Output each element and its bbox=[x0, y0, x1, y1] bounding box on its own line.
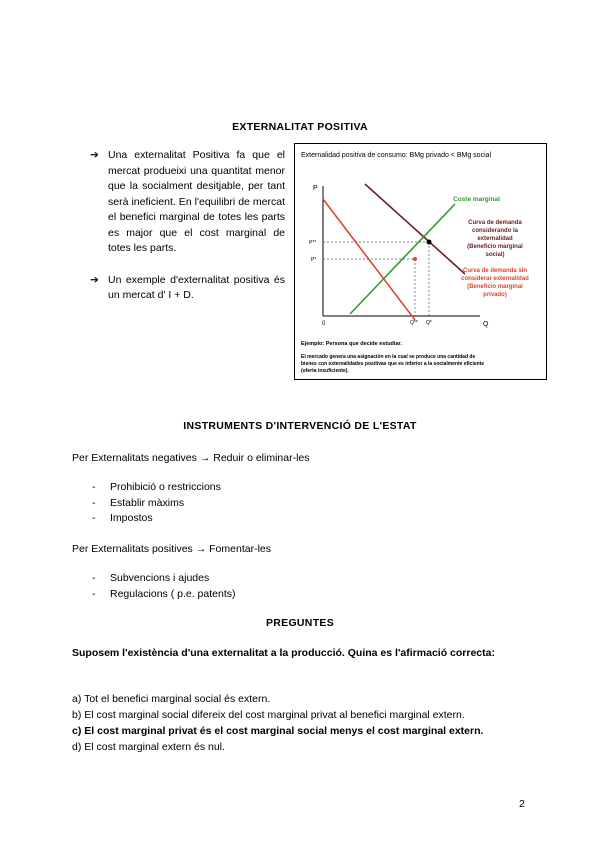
section-title-externalitat-positiva: EXTERNALITAT POSITIVA bbox=[232, 121, 368, 133]
origin-label: 0 bbox=[322, 321, 326, 327]
page-number: 2 bbox=[519, 798, 525, 810]
label-q-star-star: Q** bbox=[410, 320, 418, 326]
marginal-cost-curve bbox=[350, 204, 455, 314]
svg-text:Curva de demanda: Curva de demanda bbox=[468, 220, 522, 226]
label-p-star-star: P** bbox=[309, 240, 317, 246]
list-item: - Establir màxims bbox=[92, 496, 185, 509]
svg-text:(Beneficio marginal: (Beneficio marginal bbox=[467, 244, 523, 250]
list-item: - Regulacions ( p.e. patents) bbox=[92, 587, 236, 600]
label-social-demand bbox=[467, 220, 523, 258]
list-item: - Subvencions i ajudes bbox=[92, 572, 210, 584]
bullet-item bbox=[90, 273, 285, 304]
list-item: - Prohibició o restriccions bbox=[92, 481, 221, 493]
section-title-preguntes: PREGUNTES bbox=[265, 617, 335, 629]
arrow-icon: ➔ bbox=[90, 149, 99, 161]
bullet-text: Una externalitat Positiva fa que el mercat produeixi una quantitat menor que la socialment desitjable, per tant serà ineficient. En l'equilibri de mercat el benefici marginal de totes les parts es major que el cost marginal de totes les parts. bbox=[108, 149, 285, 254]
arrow-icon: ➔ bbox=[90, 273, 99, 286]
figure-header: Externalidad positiva de consumo: BMg privado < BMg social bbox=[301, 152, 492, 159]
figure-example: Ejemplo: Persona que decide estudiar. bbox=[301, 341, 402, 347]
positive-intro: Per Externalitats positives → Fomentar-les bbox=[72, 543, 271, 555]
externality-diagram bbox=[295, 144, 546, 379]
svg-text:considerando la: considerando la bbox=[471, 228, 519, 234]
bullet-text: Un exemple d'externalitat positiva és un mercat d' I + D. bbox=[108, 273, 285, 301]
equilibrium-private-point bbox=[413, 257, 417, 261]
svg-text:social): social) bbox=[485, 252, 505, 258]
options-list bbox=[72, 691, 542, 755]
svg-text:considerar externalidad: considerar externalidad bbox=[461, 276, 529, 282]
svg-text:bienes con externalidades posi: bienes con externalidades positivas que es inferior a la socialmente eficiente bbox=[301, 361, 485, 367]
label-private-demand bbox=[461, 268, 529, 298]
label-marginal-cost: Coste marginal bbox=[453, 196, 500, 203]
positive-list bbox=[92, 571, 236, 602]
svg-text:Curva de demanda sin: Curva de demanda sin bbox=[462, 268, 528, 274]
option-a: a) Tot el benefici marginal social és extern. bbox=[72, 693, 271, 705]
list-item: - Impostos bbox=[92, 512, 153, 524]
section-title-instruments: INSTRUMENTS D'INTERVENCIÓ DE L'ESTAT bbox=[183, 420, 417, 432]
bullet-list bbox=[90, 148, 285, 304]
option-d: d) El cost marginal extern és nul. bbox=[72, 741, 225, 753]
svg-text:El mercado genera una asignaci: El mercado genera una asignación en la cual se produce una cantidad de bbox=[301, 354, 476, 360]
axis-label-q: Q bbox=[483, 321, 489, 328]
label-q-star: Q* bbox=[426, 320, 432, 326]
option-b: b) El cost marginal social difereix del cost marginal privat al benefici marginal extern. bbox=[72, 709, 465, 721]
negative-list bbox=[92, 480, 221, 527]
bullet-item bbox=[90, 148, 285, 257]
option-c: c) El cost marginal privat és el cost marginal social menys el cost marginal extern. bbox=[72, 725, 484, 737]
figure-note bbox=[301, 354, 484, 374]
negative-intro: Per Externalitats negatives → Reduir o eliminar-les bbox=[72, 452, 310, 464]
externality-figure bbox=[294, 143, 547, 380]
svg-text:externalidad: externalidad bbox=[477, 236, 513, 242]
equilibrium-social-point bbox=[427, 240, 432, 245]
svg-text:(Beneficio marginal: (Beneficio marginal bbox=[467, 284, 523, 290]
svg-text:(oferta insuficiente).: (oferta insuficiente). bbox=[301, 368, 349, 374]
question-text: Suposem l'existència d'una externalitat a la producció. Quina es l'afirmació correcta: bbox=[72, 647, 495, 659]
axis-label-p: P bbox=[313, 185, 318, 192]
svg-text:privado): privado) bbox=[483, 292, 507, 298]
label-p-star: P* bbox=[311, 257, 317, 263]
